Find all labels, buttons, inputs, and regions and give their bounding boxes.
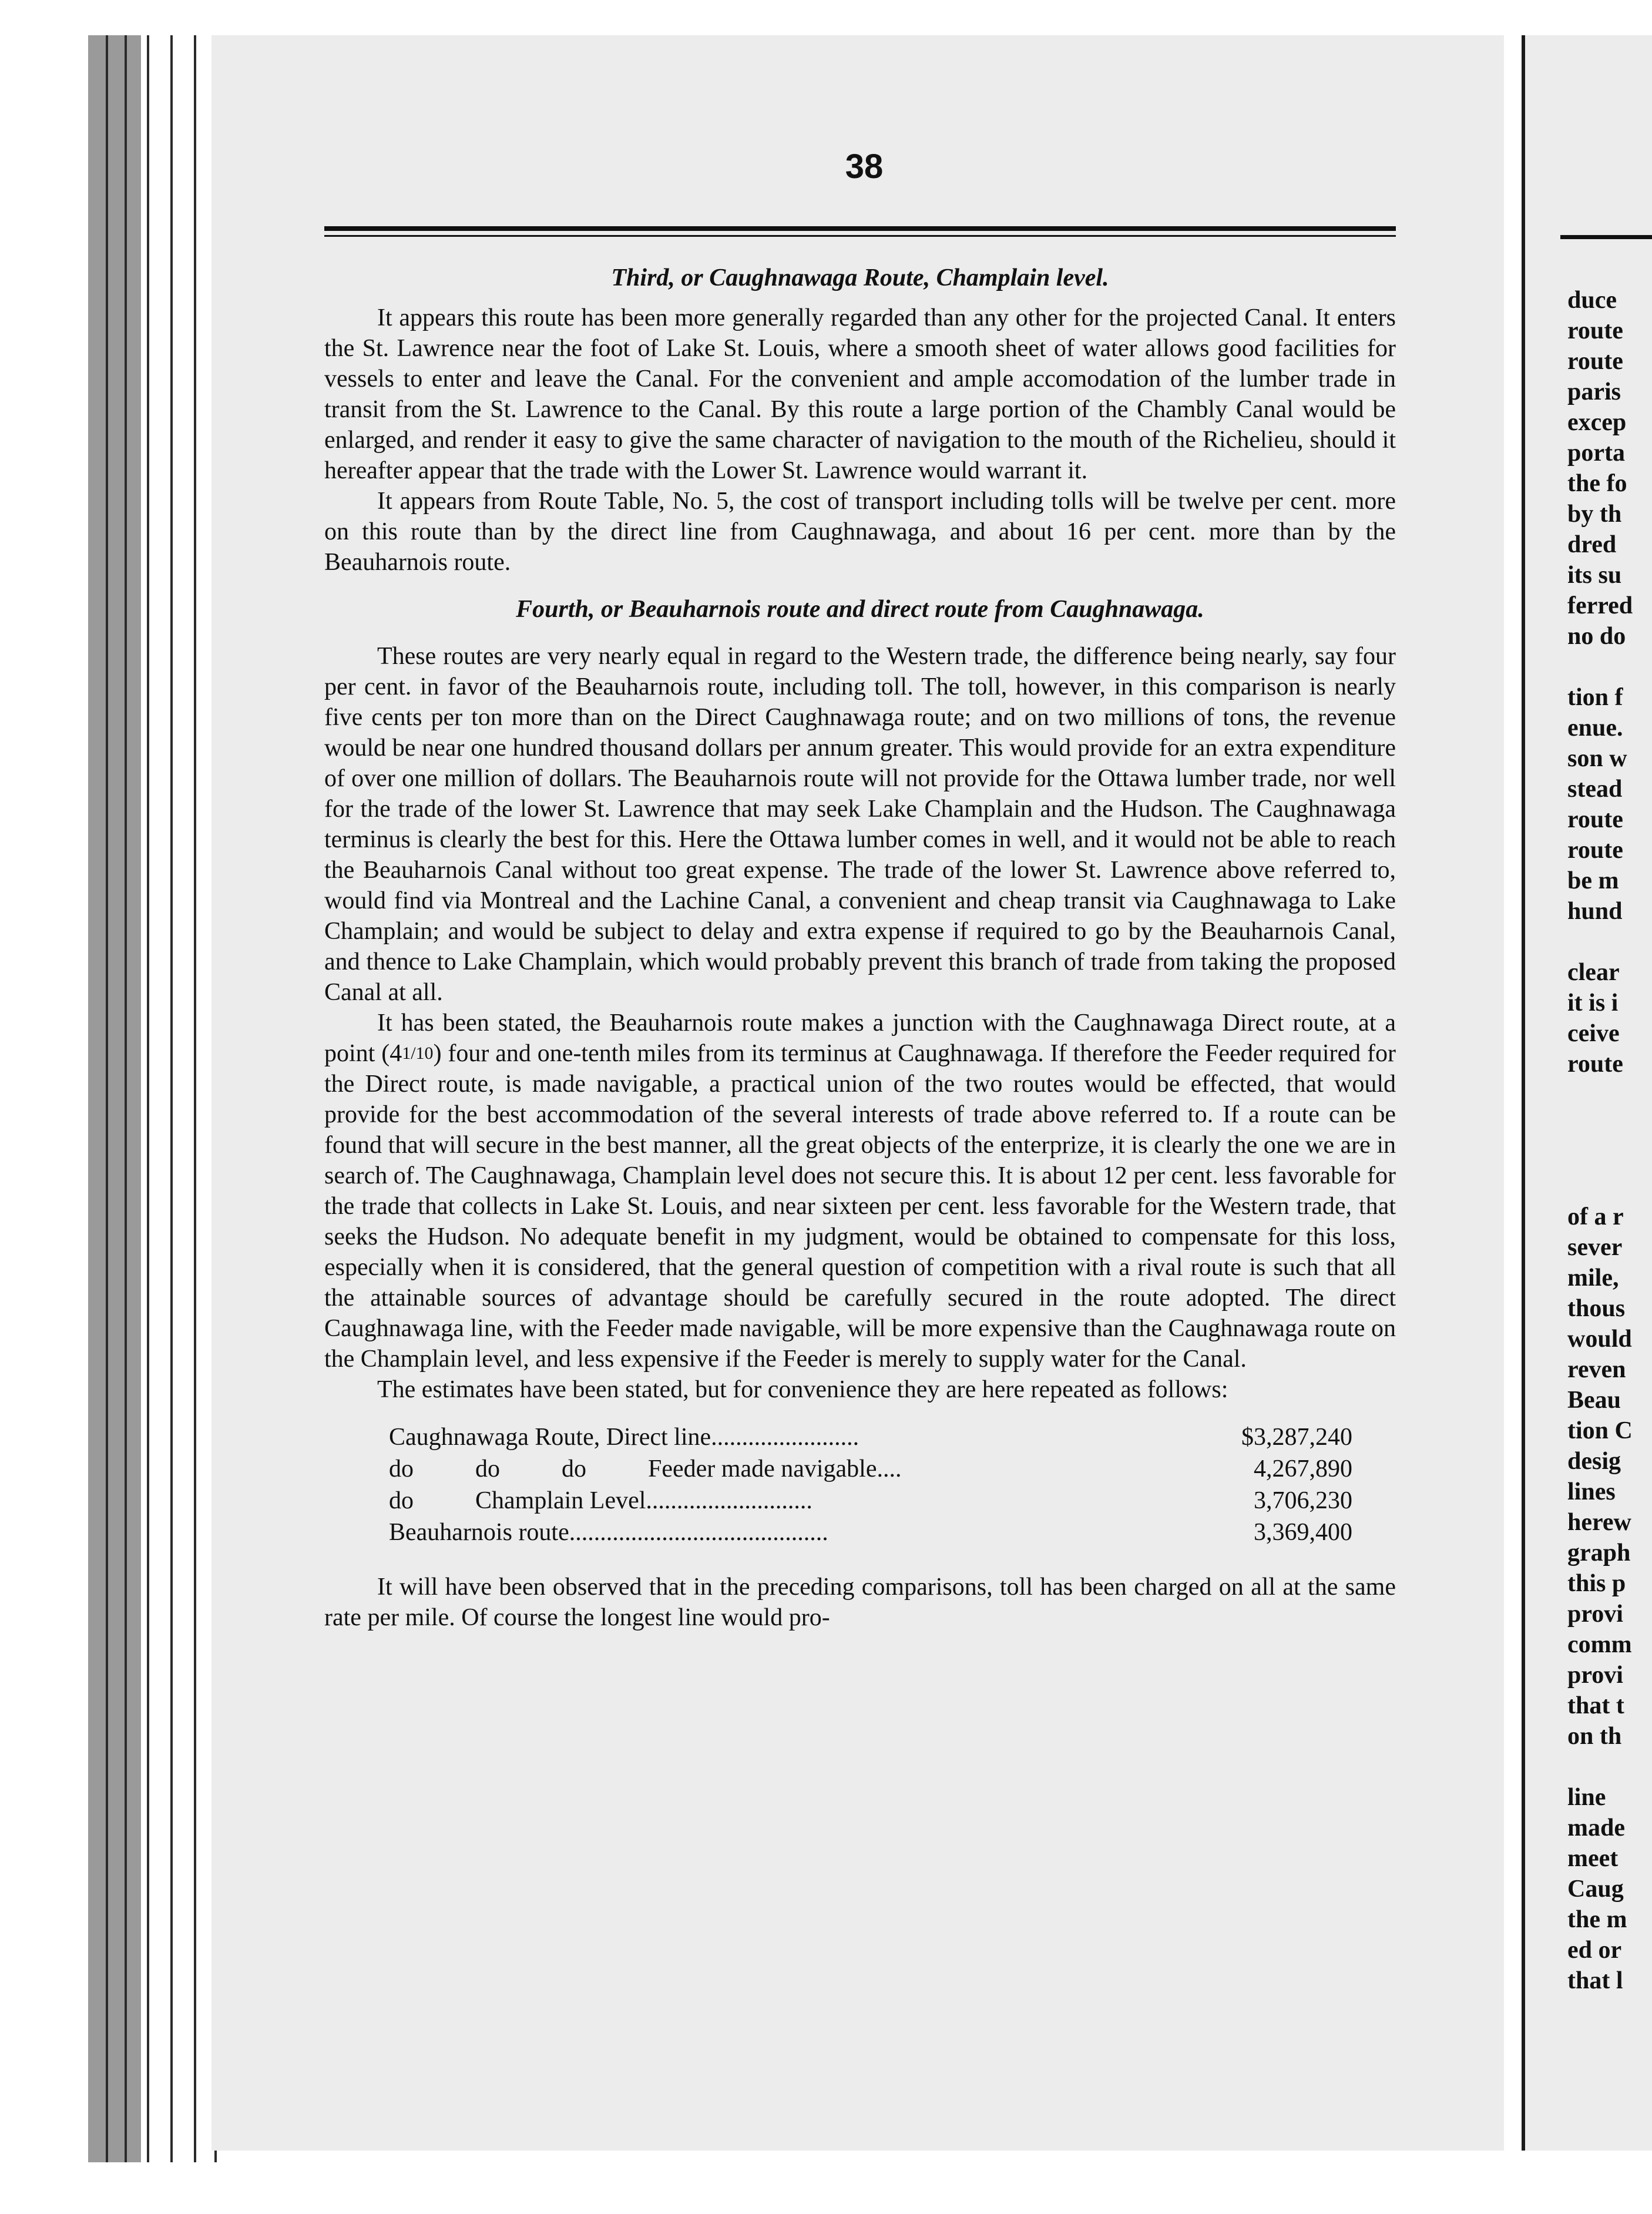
binding-shadow [88,35,141,2162]
facing-page-line: enue. [1567,714,1623,742]
page-edge-line [170,35,173,2162]
facing-page-line: made [1567,1814,1625,1841]
facing-page-line: dred [1567,531,1617,558]
facing-page-line: clear [1567,959,1620,986]
estimate-label-text: do Champlain Level [389,1487,646,1514]
facing-page-line: that l [1567,1967,1623,1994]
facing-page-line [1567,1079,1652,1110]
estimate-amount: 3,369,400 [1254,1519,1352,1546]
page-body [324,261,1396,1633]
facing-page-rule [1560,235,1652,239]
facing-page-line: no do [1567,623,1626,650]
facing-page-line [1567,652,1652,682]
page-edge-line [106,35,108,2162]
facing-page-line: comm [1567,1631,1632,1658]
facing-page-line: route [1567,348,1623,375]
estimate-amount: $3,287,240 [1241,1424,1352,1451]
estimate-label [389,1421,1200,1453]
estimate-label [389,1517,1200,1548]
facing-page-line: ceive [1567,1020,1620,1047]
page-edge-line [147,35,149,2162]
estimate-label [389,1485,1200,1517]
facing-page-line: that t [1567,1692,1624,1719]
paragraph: It appears this route has been more generally regarded than any other for the projected Canal. It enters the St. Lawrence near the foot of Lake St. Louis, where a smooth sheet of water allows good facilities for vessels to enter and leave the Canal. For the convenient and ample accomodation of the lumber trade in transit from the St. Lawrence to the Canal. By this route a large portion of the Chambly Canal would be enlarged, and render it easy to give the same character of navigation to the mouth of the Richelieu, should it hereafter appear that the trade with the Lower St. Lawrence would warrant it. [324,304,1396,484]
fraction: 1/10 [402,1044,434,1063]
facing-page-line: porta [1567,440,1625,467]
estimates-table [389,1421,1352,1548]
facing-page-line: meet [1567,1845,1619,1872]
facing-page-line: this p [1567,1570,1626,1597]
estimate-label-text: do do do Feeder made navigable [389,1455,877,1482]
facing-page-line: sever [1567,1234,1623,1261]
facing-page-line: would [1567,1326,1632,1353]
estimate-label-text: Beauharnois route [389,1519,569,1546]
table-row [389,1421,1352,1453]
facing-page-line: its su [1567,562,1622,589]
facing-page-line: provi [1567,1601,1623,1628]
page-number: 38 [845,147,884,186]
facing-page-line: excep [1567,409,1627,436]
section-heading-fourth-route: Fourth, or Beauharnois route and direct route from Caughnawaga. [516,596,1204,623]
estimate-label-text: Caughnawaga Route, Direct line [389,1424,711,1451]
facing-page-line: by th [1567,501,1622,528]
facing-page-line: desig [1567,1448,1621,1475]
facing-page-line [1567,1140,1652,1171]
facing-page-line: mile, [1567,1264,1619,1292]
facing-page-text [1567,285,1652,1996]
facing-page-line [1567,1110,1652,1140]
paragraph-text: ) four and one-tenth miles from its terminus at Caughnawaga. If therefore the Feeder required for the Direct route, is made navigable, a practical union of the two routes would be effected, that would provide for the best accommodation of the several interests of trade above referred to. If a route can be found that will secure in the best manner, all the great objects of the enterprize, it is clearly the one we are in search of. The Caughnawaga, Champlain level does not secure this. It is about 12 per cent. less favorable for the trade that collects in Lake St. Louis, and near sixteen per cent. less favorable for the Western trade, that seeks the Hudson. No adequate benefit in my judgment, would be obtained to compensate for this loss, especially when it is considered, that the general question of competition with a rival route is such that all the attainable sources of advantage should be carefully secured in the route adopted. The direct Caughnawaga line, with the Feeder made navigable, will be more expensive than the Caughnawaga route on the Champlain level, and less expensive if the Feeder is merely to supply water for the Canal. [324,1040,1396,1373]
section-heading-third-route: Third, or Caughnawaga Route, Champlain level. [611,264,1109,291]
paragraph: The estimates have been stated, but for convenience they are here repeated as follows: [377,1376,1228,1403]
facing-page-line [1567,1752,1652,1782]
facing-page-line: stead [1567,776,1623,803]
facing-page-line: reven [1567,1356,1626,1383]
facing-page-line: line [1567,1784,1606,1811]
facing-page-line: tion C [1567,1417,1633,1444]
facing-page-line: Caug [1567,1876,1624,1903]
facing-page-line: herew [1567,1509,1631,1536]
facing-page-line: son w [1567,745,1627,772]
facing-page-line: be m [1567,867,1619,894]
facing-page-line: route [1567,317,1623,344]
book-page [211,35,1504,2151]
estimate-label [389,1453,1200,1485]
header-rule-thick [324,226,1396,231]
facing-page-line: it is i [1567,989,1619,1017]
facing-page-line: lines [1567,1478,1616,1505]
table-row [389,1485,1352,1517]
table-row [389,1517,1352,1548]
facing-page-line: on th [1567,1723,1622,1750]
facing-page-line [1567,927,1652,957]
paragraph: These routes are very nearly equal in regard to the Western trade, the difference being nearly, say four per cent. in favor of the Beauharnois route, including toll. The toll, however, in this comparison is nearly five cents per ton more than on the Direct Caughnawaga route; and on two millions of tons, the revenue would be near one hundred thousand dollars per annum greater. This would provide for an extra expenditure of over one million of dollars. The Beauharnois route will not provide for the Ottawa lumber trade, nor well for the trade of the lower St. Lawrence that may seek Lake Champlain and the Hudson. The Caughnawaga terminus is clearly the best for this. Here the Ottawa lumber comes in well, and it would not be able to reach the Beauharnois Canal without too great expense. The trade of the lower St. Lawrence above referred to, would find via Montreal and the Lachine Canal, a convenient and cheap transit via Caughnawaga to Lake Champlain; and would be subject to delay and extra expense if required to go by the Beauharnois Canal, and thence to Lake Champlain, which would probably prevent this branch of trade from taking the proposed Canal at all. [324,643,1396,1006]
facing-page-line: thous [1567,1295,1626,1322]
paragraph [324,1008,1396,1374]
facing-page-line: the m [1567,1906,1627,1933]
facing-page [1522,35,1652,2151]
facing-page-line: tion f [1567,684,1623,711]
dot-leader: ........................ [711,1424,859,1451]
header-rule-thin [324,235,1396,237]
facing-page-line [1567,1171,1652,1202]
estimate-amount: 3,706,230 [1254,1487,1352,1514]
facing-page-line: route [1567,837,1623,864]
dot-leader: ........................... [646,1487,812,1514]
paragraph-text: It has been stated, the Beauharnois route makes a junction with the Caughnawaga Direct route, at a point (4 [324,1009,1396,1067]
facing-page-line: ferred [1567,592,1633,619]
facing-page-line: route [1567,806,1623,833]
facing-page-line: paris [1567,378,1621,405]
dot-leader: .......................................... [569,1519,828,1546]
facing-page-line: duce [1567,287,1617,314]
facing-page-line: route [1567,1051,1623,1078]
facing-page-line: provi [1567,1662,1623,1689]
dot-leader: .... [877,1455,902,1482]
facing-page-line: hund [1567,898,1623,925]
paragraph: It appears from Route Table, No. 5, the cost of transport including tolls will be twelve per cent. more on this route than by the direct line from Caughnawaga, and about 16 per cent. more than by the Beauharnois route. [324,488,1396,576]
estimate-amount: 4,267,890 [1254,1455,1352,1482]
facing-page-line: ed or [1567,1937,1622,1964]
page-edge-line [125,35,127,2162]
paragraph: It will have been observed that in the preceding comparisons, toll has been charged on all at the same rate per mile. Of course the longest line would pro- [324,1574,1396,1631]
facing-page-line: the fo [1567,470,1627,497]
facing-page-line: of a r [1567,1203,1624,1230]
facing-page-line: graph [1567,1539,1631,1566]
page-edge-line [194,35,196,2162]
facing-page-line: Beau [1567,1387,1621,1414]
table-row [389,1453,1352,1485]
